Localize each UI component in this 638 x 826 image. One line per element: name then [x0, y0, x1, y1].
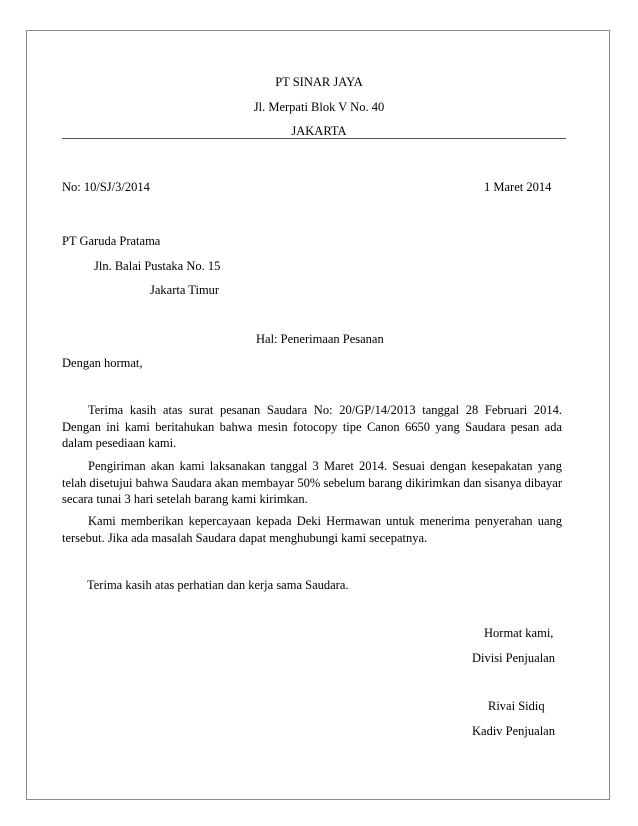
signature-title: Kadiv Penjualan	[472, 724, 555, 738]
recipient-name: PT Garuda Pratama	[62, 234, 161, 248]
signature-name: Rivai Sidiq	[488, 699, 545, 713]
company-city: JAKARTA	[291, 124, 347, 138]
recipient-city: Jakarta Timur	[150, 283, 220, 297]
letter-date: 1 Maret 2014	[484, 180, 552, 194]
company-address: Jl. Merpati Blok V No. 40	[253, 100, 385, 114]
closing-sentence: Terima kasih atas perhatian dan kerja sama Saudara.	[87, 578, 349, 592]
salutation: Dengan hormat,	[62, 356, 143, 370]
signature-greeting: Hormat kami,	[484, 626, 554, 640]
company-name: PT SINAR JAYA	[275, 75, 363, 89]
recipient-street: Jln. Balai Pustaka No. 15	[94, 259, 221, 273]
signature-division: Divisi Penjualan	[472, 651, 555, 665]
body-paragraph-2: Pengiriman akan kami laksanakan tanggal 3 Maret 2014. Sesuai dengan kesepakatan yang telah disetujui bahwa Saudara akan membayar 50% sebelum barang dikirimkan dan sisanya dibayar secara tunai 3 hari setelah barang kami kirimkan.	[62, 459, 562, 506]
body-paragraph-1: Terima kasih atas surat pesanan Saudara No: 20/GP/14/2013 tanggal 28 Februari 2014. Dengan ini kami beritahukan bahwa mesin fotocopy tipe Canon 6650 yang Saudara pesan ada dalam pesediaan kami.	[62, 403, 562, 450]
header-divider	[62, 138, 566, 139]
body-paragraph-3: Kami memberikan kepercayaan kepada Deki Hermawan untuk menerima penyerahan uang tersebut. Jika ada masalah Saudara dapat menghubungi kami secepatnya.	[62, 514, 562, 545]
letter-number: No: 10/SJ/3/2014	[62, 180, 150, 194]
subject-line: Hal: Penerimaan Pesanan	[256, 332, 384, 346]
